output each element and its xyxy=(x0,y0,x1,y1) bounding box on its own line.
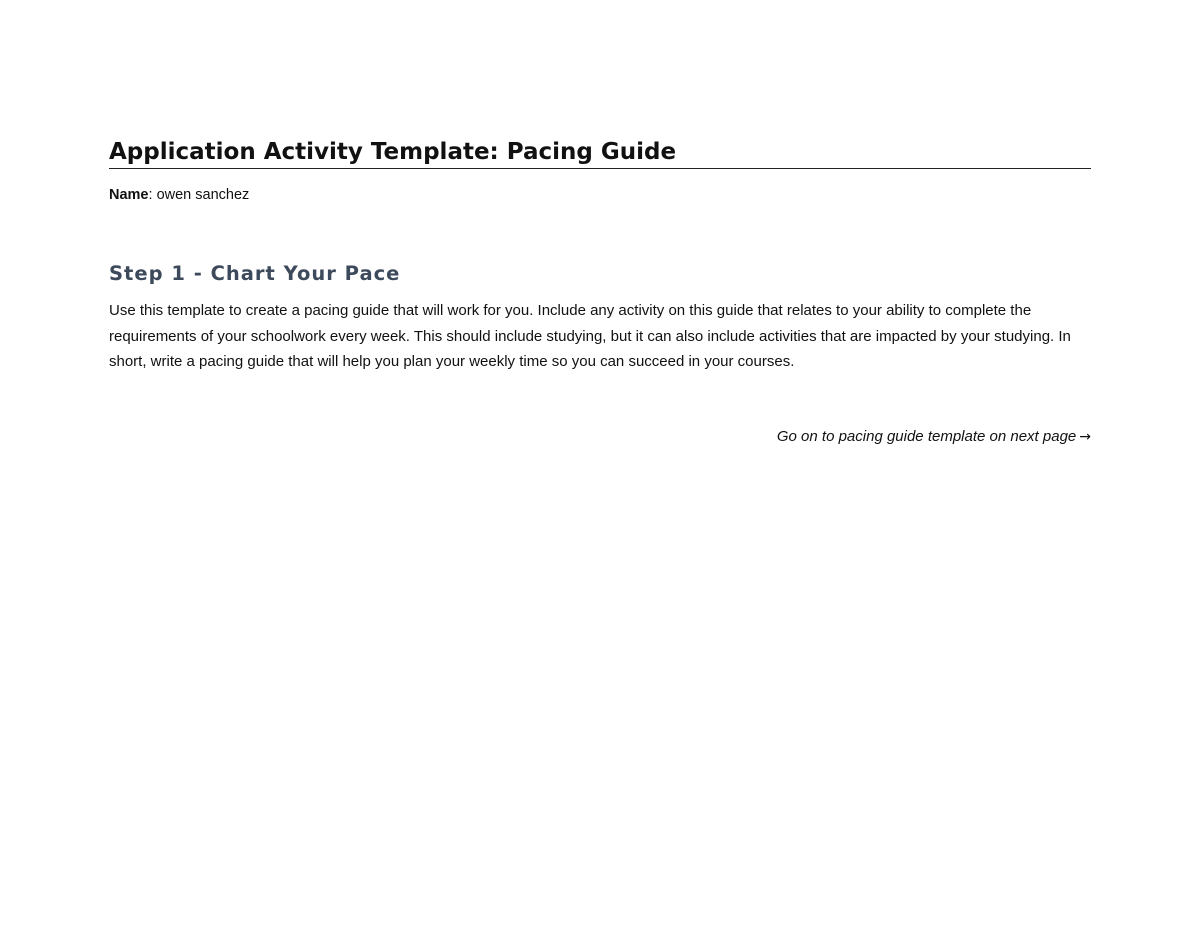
document-page xyxy=(109,0,1091,927)
arrow-right-icon: → xyxy=(1079,429,1091,445)
name-separator: : xyxy=(148,187,153,203)
instructions-paragraph: Use this template to create a pacing guide that will work for you. Include any activity on this guide that relates to your ability to complete the requirements of your schoolwork every week. This should include studying, but it can also include activities that are impacted by your studying. In short, write a pacing guide that will help you plan your weekly time so you can succeed in your courses. xyxy=(109,302,1071,371)
name-label: Name xyxy=(109,187,149,203)
name-value: owen sanchez xyxy=(156,187,250,203)
name-field xyxy=(109,185,249,205)
document-title: Application Activity Template: Pacing Guide xyxy=(109,137,1091,169)
next-page-note xyxy=(777,426,1091,448)
step-heading: Step 1 - Chart Your Pace xyxy=(109,262,401,285)
next-page-note-text: Go on to pacing guide template on next page xyxy=(776,428,1077,445)
